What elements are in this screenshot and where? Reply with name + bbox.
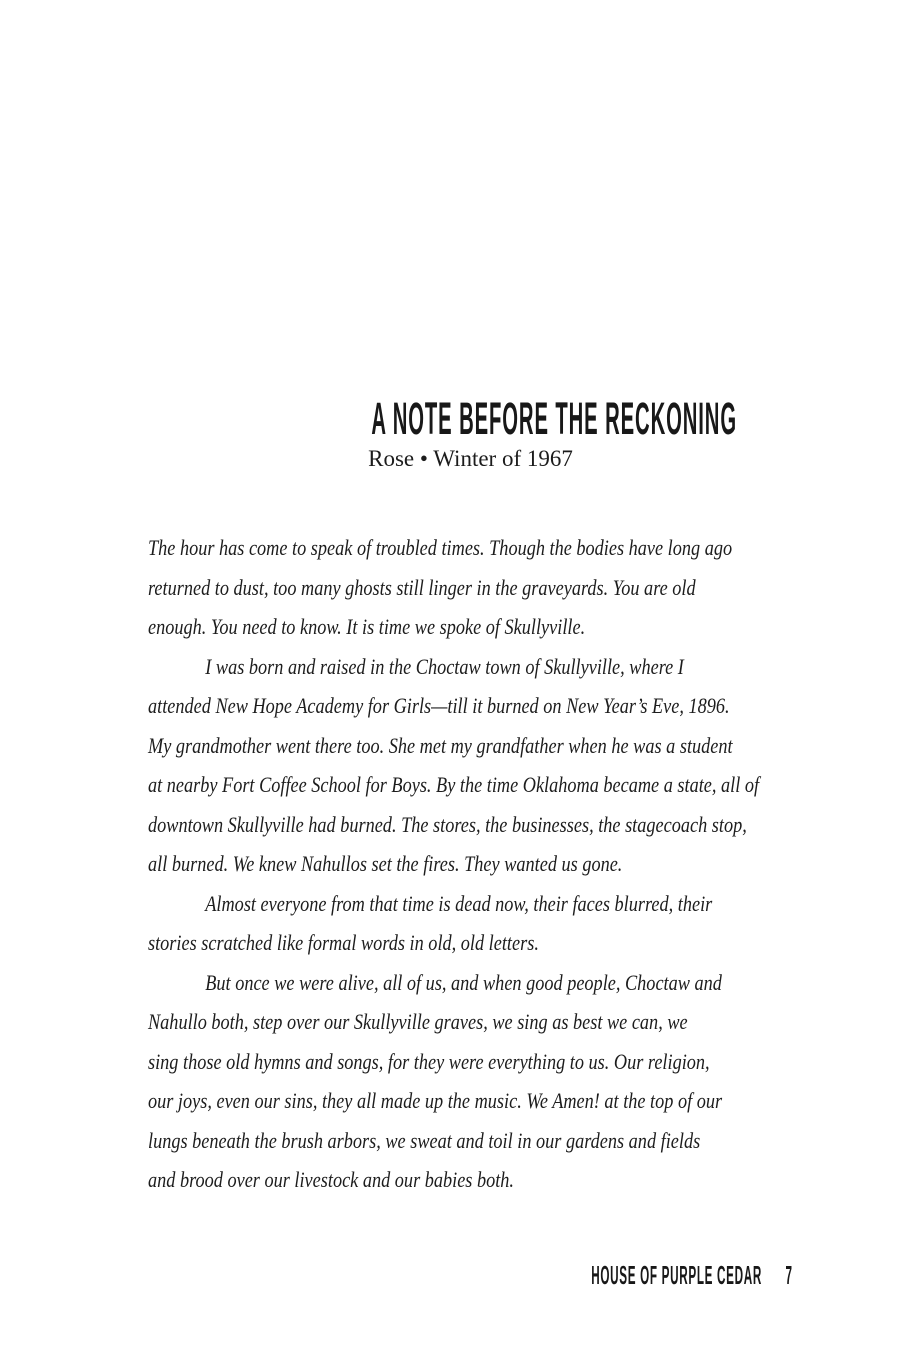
body-line: attended New Hope Academy for Girls—till it burned on New Year’s Eve, 1896. bbox=[148, 693, 730, 718]
body-line: But once we were alive, all of us, and when good people, Choctaw and bbox=[205, 969, 722, 995]
chapter-subtitle: Rose • Winter of 1967 bbox=[368, 446, 573, 471]
body-line: sing those old hymns and songs, for they were everything to us. Our religion, bbox=[148, 1048, 710, 1074]
chapter-title: A NOTE BEFORE THE RECKONING bbox=[371, 393, 737, 444]
body-line: our joys, even our sins, they all made up the music. We Amen! at the top of our bbox=[148, 1088, 723, 1113]
body-line: I was born and raised in the Choctaw town of Skullyville, where I bbox=[205, 653, 684, 679]
page-footer bbox=[148, 1260, 793, 1290]
body-line: stories scratched like formal words in old, old letters. bbox=[148, 930, 539, 955]
body-line: downtown Skullyville had burned. The stores, the businesses, the stagecoach stop, bbox=[148, 811, 747, 837]
body-line: Almost everyone from that time is dead now, their faces blurred, their bbox=[205, 890, 713, 916]
body-line: all burned. We knew Nahullos set the fires. They wanted us gone. bbox=[148, 851, 623, 876]
body-line: The hour has come to speak of troubled times. Though the bodies have long ago bbox=[148, 535, 733, 560]
body-line: and brood over our livestock and our babies both. bbox=[148, 1167, 515, 1192]
running-title: HOUSE OF PURPLE CEDAR bbox=[591, 1260, 763, 1290]
footer-text bbox=[592, 1260, 793, 1290]
page-number: 7 bbox=[785, 1260, 793, 1290]
body-text bbox=[148, 528, 838, 1200]
body-line: Nahullo both, step over our Skullyville graves, we sing as best we can, we bbox=[148, 1009, 688, 1034]
body-line: enough. You need to know. It is time we spoke of Skullyville. bbox=[148, 614, 586, 639]
body-line: at nearby Fort Coffee School for Boys. By the time Oklahoma became a state, all of bbox=[148, 772, 760, 797]
body-line: returned to dust, too many ghosts still linger in the graveyards. You are old bbox=[148, 574, 696, 600]
chapter-heading bbox=[148, 393, 793, 444]
body-line: My grandmother went there too. She met my grandfather when he was a student bbox=[148, 732, 733, 758]
body-line: lungs beneath the brush arbors, we sweat and toil in our gardens and fields bbox=[148, 1127, 701, 1153]
